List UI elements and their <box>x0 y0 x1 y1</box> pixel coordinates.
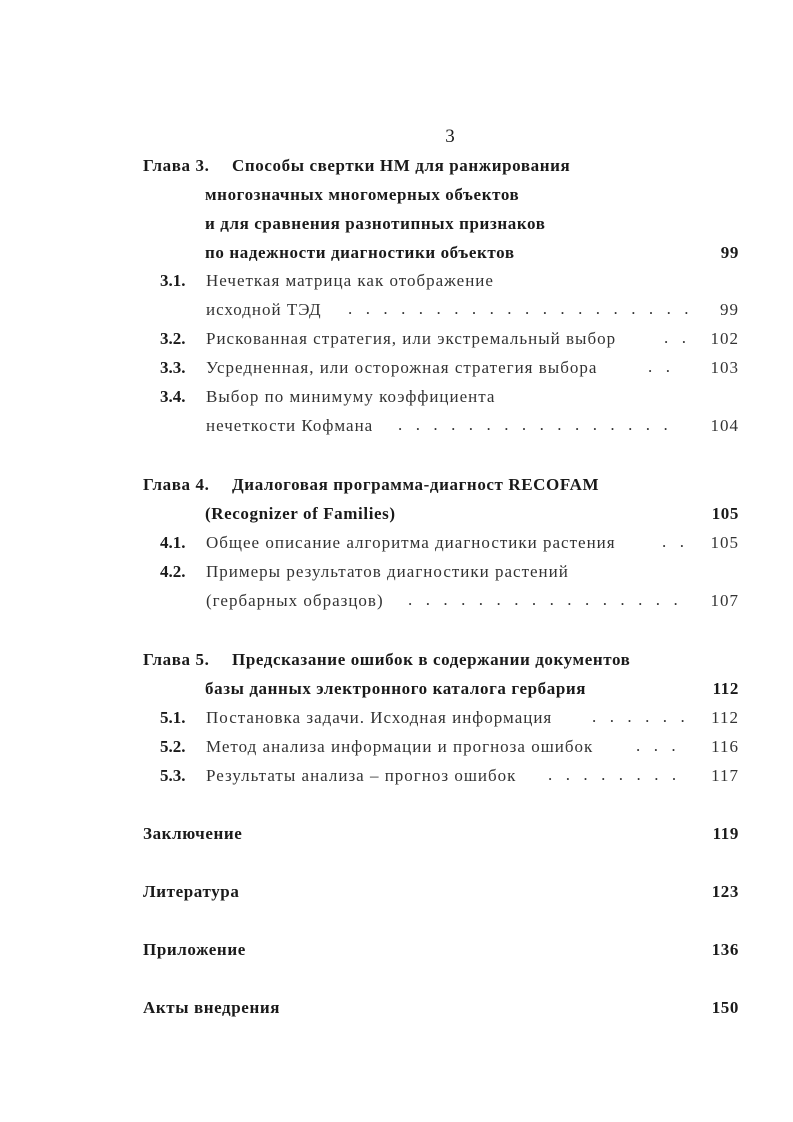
literature-title: Литература <box>143 882 240 901</box>
section-number: 4.2. <box>160 562 186 581</box>
section-number: 4.1. <box>160 533 186 552</box>
section-number: 5.1. <box>160 708 186 727</box>
section-title: Рискованная стратегия, или экстремальный выбор <box>206 329 617 348</box>
page-ref: 150 <box>711 998 739 1017</box>
appendix-title: Приложение <box>143 940 246 959</box>
leader-dots: . . <box>648 357 675 376</box>
page-ref: 102 <box>710 329 739 348</box>
section-number: 3.3. <box>160 358 186 377</box>
leader-dots: . . . . . . . . <box>548 765 681 784</box>
section-title: Примеры результатов диагностики растений <box>206 562 569 581</box>
page-ref: 123 <box>711 882 739 901</box>
section-number: 3.4. <box>160 387 186 406</box>
leader-dots: . . <box>662 532 689 551</box>
page-ref: 136 <box>711 940 739 959</box>
page-number: 3 <box>445 126 455 147</box>
section-title: (гербарных образцов) <box>206 591 384 610</box>
section-number: 3.2. <box>160 329 186 348</box>
section-title: Постановка задачи. Исходная информация <box>206 708 553 727</box>
page-ref: 116 <box>711 737 739 756</box>
page-ref: 99 <box>720 243 739 262</box>
section-number: 5.3. <box>160 766 186 785</box>
page-ref: 119 <box>712 824 739 843</box>
chapter-label: Глава 3. <box>143 156 210 175</box>
section-title: исходной ТЭД <box>206 300 322 319</box>
chapter-label: Глава 4. <box>143 475 210 494</box>
conclusion-title: Заключение <box>143 824 243 843</box>
page-ref: 112 <box>711 708 739 727</box>
section-title: Нечеткая матрица как отображение <box>206 271 494 290</box>
leader-dots: . . . <box>636 736 681 755</box>
leader-dots: . . . . . . . . . . . . . . . . . . . . <box>348 299 694 318</box>
section-number: 3.1. <box>160 271 186 290</box>
chapter-title: Предсказание ошибок в содержании документов <box>232 650 631 669</box>
page-ref: 112 <box>712 679 739 698</box>
chapter-title: базы данных электронного каталога гербария <box>205 679 587 698</box>
section-title: нечеткости Кофмана <box>206 416 374 435</box>
section-title: Выбор по минимуму коэффициента <box>206 387 496 406</box>
section-number: 5.2. <box>160 737 186 756</box>
page-ref: 103 <box>710 358 739 377</box>
chapter-title: Диалоговая программа-диагност RECOFAM <box>232 475 600 494</box>
section-title: Общее описание алгоритма диагностики растения <box>206 533 616 552</box>
chapter-title: и для сравнения разнотипных признаков <box>205 214 546 233</box>
leader-dots: . . <box>664 328 691 347</box>
chapter-title: (Recognizer of Families) <box>205 504 396 523</box>
chapter-label: Глава 5. <box>143 650 210 669</box>
page-ref: 107 <box>710 591 739 610</box>
section-title: Усредненная, или осторожная стратегия выбора <box>206 358 598 377</box>
chapter-title: Способы свертки НМ для ранжирования <box>232 156 571 175</box>
leader-dots: . . . . . . . . . . . . . . . . <box>408 590 683 609</box>
page-ref: 104 <box>710 416 739 435</box>
page-ref: 117 <box>711 766 739 785</box>
leader-dots: . . . . . . <box>592 707 690 726</box>
section-title: Результаты анализа – прогноз ошибок <box>206 766 517 785</box>
chapter-title: по надежности диагностики объектов <box>205 243 515 262</box>
section-title: Метод анализа информации и прогноза ошибок <box>206 737 594 756</box>
page-ref: 105 <box>711 504 739 523</box>
leader-dots: . . . . . . . . . . . . . . . . <box>398 415 673 434</box>
chapter-title: многозначных многомерных объектов <box>205 185 520 204</box>
acts-title: Акты внедрения <box>143 998 281 1017</box>
page-ref: 105 <box>710 533 739 552</box>
page-ref: 99 <box>720 300 739 319</box>
